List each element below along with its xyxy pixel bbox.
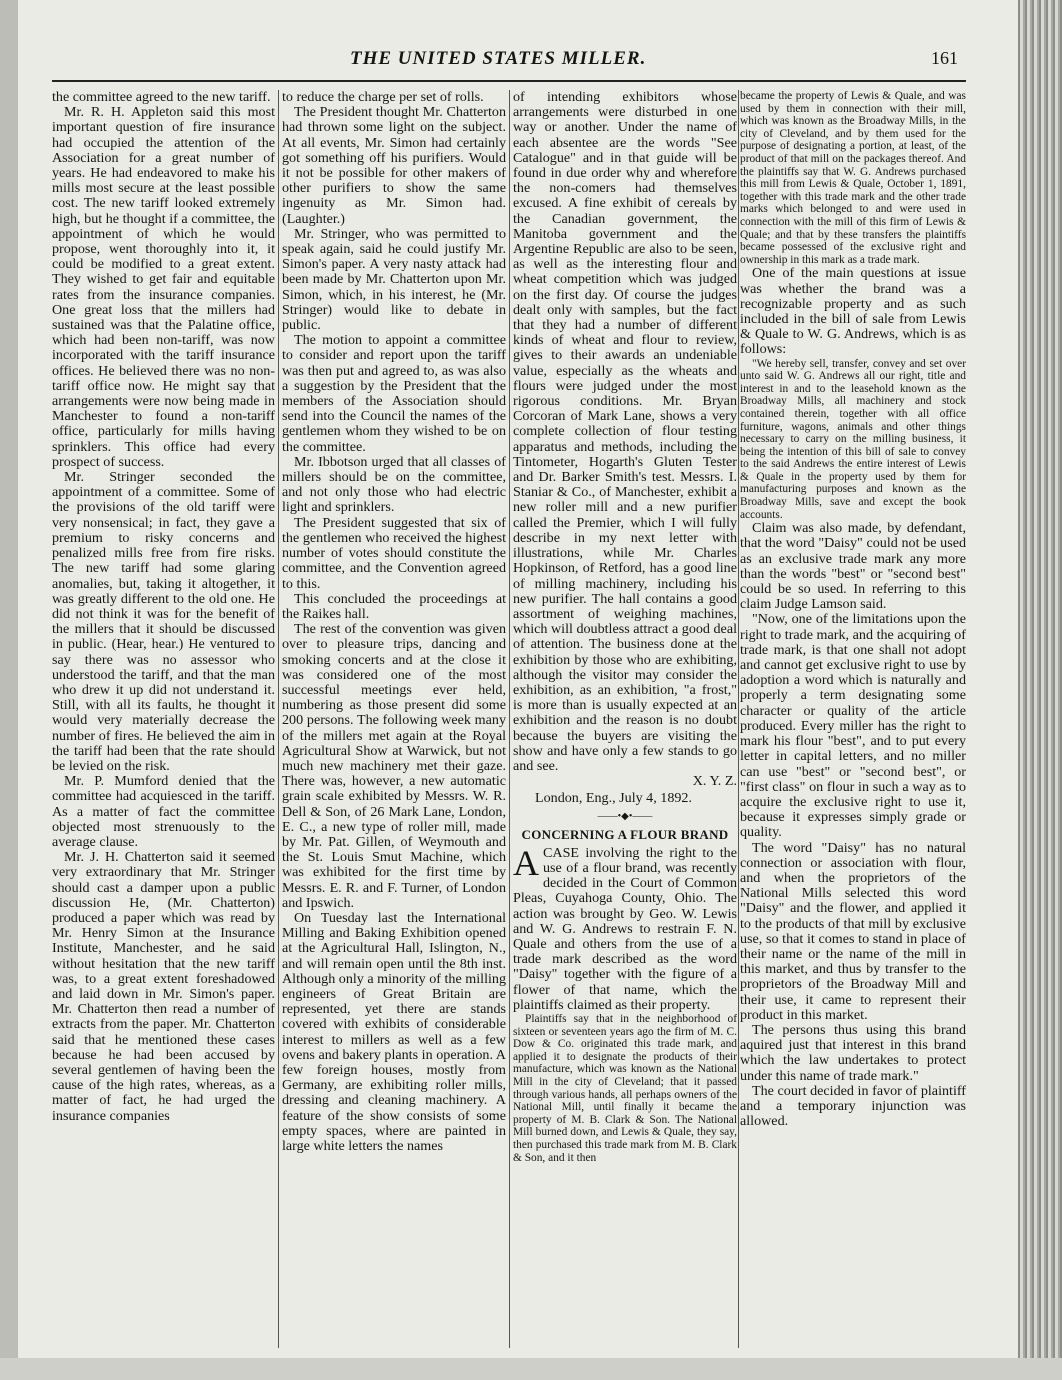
page-left-edge bbox=[0, 0, 18, 1380]
page-number: 161 bbox=[931, 48, 958, 68]
article-headline: CONCERNING A FLOUR BRAND bbox=[521, 826, 729, 842]
paragraph: The word "Daisy" has no natural connection or association with flour, and when the proprietors of the National Mills selected this word "Daisy" and the flower, and applied it to the products of that mill by exclusive use, so that it comes to stand in place of their name or the name of the mill in this market, and thus by transfer to the proprietors of the Broadway Mill and their use, it came to represent their product in this market. bbox=[740, 839, 966, 1023]
paragraph: The court decided in favor of plaintiff and a temporary injunction was allowed. bbox=[740, 1082, 966, 1130]
paragraph: "Now, one of the limitations upon the right to trade mark, and the acquiring of trade mark, is that one shall not adopt and cannot get exclusive right to use by adoption a word which is naturally and properly a term designating some character or quality of the article produced. Every miller has the right to mark his flour "best", and to put every letter in capital letters, and no miller can use "best" or "second best", or "first class" on flour in such a way as to acquire the exclusive right to use it, because it expresses simply grade or quality. bbox=[740, 611, 966, 841]
paragraph: Mr. J. H. Chatterton said it seemed very extraordinary that Mr. Stringer should cast a damper upon a public discussion He, (Mr. Chatterton) produced a paper which was read by Mr. Henry Simon at the Insurance Institute, Manchester, and he said without hesitation that the new tariff was, to a great extent foreshadowed and laid down in Mr. Simon's paper. Mr. Chatterton then read a number of extracts from the paper. Mr. Chatterton said that he mentioned these cases because he had been accused by several gentlemen of having been the cause of the high rates, whereas, as a matter of fact, he had urged the insurance companies bbox=[52, 849, 275, 1124]
header-rule bbox=[52, 80, 966, 82]
paragraph: The President thought Mr. Chatterton had thrown some light on the subject. At all events, Mr. Simon had certainly got something off his purifiers. Would it not be possible for other makers of other purifiers to show the same ingenuity as Mr. Simon had. (Laughter.) bbox=[282, 104, 506, 227]
paragraph: The rest of the convention was given over to pleasure trips, dancing and smoking concerts and at the close it was considered one of the most successful meetings ever held, numbering as those present did some 200 persons. The following week many of the millers met again at the Royal Agricultural Show at Warwick, but not much new machinery met their gaze. There was, however, a new automatic grain scale exhibited by Messrs. W. R. Dell & Son, of 26 Mark Lane, London, E. C., a new type of roller mill, made by Mr. Pat. Gillen, of Weymouth and the St. Louis Smut Machine, which was exhibited for the first time by Messrs. E. R. and F. Turner, of London and Ipswich. bbox=[282, 621, 506, 911]
page-right-edge bbox=[1018, 0, 1062, 1380]
paragraph: Mr. Ibbotson urged that all classes of millers should be on the committee, and not only those who had electric light and sprinklers. bbox=[282, 453, 506, 516]
paragraph: The motion to appoint a committee to consider and report upon the tariff was then put and agreed to, as was also a suggestion by the President that the members of the Association should send into the Council the names of the gentlemen whom they wished to be on the committee. bbox=[282, 332, 506, 455]
paragraph: to reduce the charge per set of rolls. bbox=[282, 90, 484, 105]
quoted-petition: Plaintiffs say that in the neighborhood of sixteen or seventeen years ago the firm of M. C. Dow & Co. originated this trade mark, and applied it to designate the products of their manufacture, which was known as the National Mill in the city of Cleveland; that it passed through various hands, all perhaps owners of the National Mill, until finally it became the property of M. B. Clark & Son. The National Mill burned down, and Lewis & Quale, they say, then purchased this trade mark from M. B. Clark & Son, and it then bbox=[513, 1012, 737, 1164]
paragraph: One of the main questions at issue was whether the brand was a recognizable property and as such included in the bill of sale from Lewis & Quale to W. G. Andrews, which is as follows: bbox=[740, 265, 966, 358]
drop-cap: A bbox=[513, 842, 539, 883]
column-divider bbox=[278, 90, 279, 1348]
paragraph: Mr. P. Mumford denied that the committee had acquiesced in the tariff. As a matter of fact the committee objected most strenuously to the average clause. bbox=[52, 773, 275, 850]
section-ornament: ——•◆•—— bbox=[597, 810, 653, 822]
paragraph: Mr. R. H. Appleton said this most important question of fire insurance had occupied the attention of the Association for a great number of years. He had endeavored to make his mills most secure at the least possible cost. The new tariff looked extremely high, but he thought if a committee, the appointment of which he would propose, went thoroughly into it, it could be modified to a great extent. They wished to get fair and equitable rates from the insurance companies. One great loss that the millers had sustained was that the Palatine office, which had been non-tariff, was now incorporated with the tariff insurance offices. He believed there was no non-tariff office now. He might say that arrangements were now being made in Manchester to found a non-tariff office, particularly for mills having sprinklers. This office had every prospect of success. bbox=[52, 104, 275, 470]
paragraph: On Tuesday last the International Milling and Baking Exhibition opened at the Agricultural Hall, Islington, N., and will remain open until the 8th inst. Although only a minority of the milling engineers of Great Britain are represented, yet there are stands covered with exhibits of considerable interest to millers as well as a few ovens and bakery plants in operation. A few foreign houses, mostly from Germany, are exhibiting roller mills, dressing and cleaning machinery. A feature of the show consists of some empty spaces, where are painted in large white letters the names bbox=[282, 909, 506, 1155]
running-title: THE UNITED STATES MILLER. bbox=[350, 48, 647, 69]
paragraph: Mr. Stringer seconded the appointment of a committee. Some of the provisions of the old tariff were very nonsensical; in fact, they gave a premium to risky concerns and penalized mills free from fire risks. The new tariff had some glaring anomalies, but, taking it altogether, it was greatly different to the old one. He did not think it was for the benefit of the millers that it should be discussed in public. (Hear, hear.) He ventured to say there was no assessor who understood the tariff, and that the man who drew it up did not understand it. Still, with all its faults, he thought it would very materially decrease the number of fires. He believed the aim in the tariff had been that the rate should be levied on the risk. bbox=[52, 469, 275, 774]
article-opening bbox=[513, 842, 737, 1013]
column-divider bbox=[509, 90, 510, 1348]
quoted-bill-of-sale: "We hereby sell, transfer, convey and set over unto said W. G. Andrews all our right, title and interest in and to the leasehold known as the Broadway Mills, all machinery and stock contained therein, together with all office furniture, wagons, animals and other things necessary to carry on the milling business, it being the intention of this bill of sale to convey to the said Andrews the entire interest of Lewis & Quale in the property used by them for manufacturing purposes and known as the Broadway Mills, save and except the book accounts. bbox=[740, 357, 966, 521]
column-3 bbox=[513, 90, 737, 1348]
column-1 bbox=[52, 90, 275, 1348]
dateline: London, Eng., July 4, 1892. bbox=[535, 790, 692, 807]
quoted-petition-continued: became the property of Lewis & Quale, and was used by them in connection with their mill, which was known as the Broadway Mills, in the city of Cleveland, and by them used for the purpose of designating a portion, at least, of the product of that mill on the packages thereof. And the plaintiffs say that W. G. Andrews purchased this mill from Lewis & Quale, October 1, 1891, together with this trade mark and the other trade marks which belonged to and were used in connection with the mill of this firm of Lewis & Quale; and that by these transfers the plaintiffs became possessed of the exclusive right and ownership in this mark as a trade mark. bbox=[740, 90, 966, 266]
page-bottom-edge bbox=[0, 1358, 1062, 1380]
paragraph: The persons thus using this brand aquired just that interest in this brand which the law undertakes to protect under this name of trade mark." bbox=[740, 1021, 966, 1084]
column-4 bbox=[740, 90, 966, 1348]
page-header bbox=[52, 48, 966, 74]
opening-text: CASE involving the right to the use of a flour brand, was recently decided in the Court of Common Pleas, Cuyahoga County, Ohio. The action was brought by Geo. W. Lewis and W. G. Andrews to restrain F. N. Quale and others from the use of a trade mark described as the word "Daisy" together with the figure of a flower of that name, which the plaintiffs claimed as their property. bbox=[513, 844, 737, 1013]
paragraph: The President suggested that six of the gentlemen who received the highest number of votes should constitute the committee, and the Convention agreed to this. bbox=[282, 514, 506, 592]
column-2 bbox=[282, 90, 506, 1348]
paragraph: This concluded the proceedings at the Raikes hall. bbox=[282, 590, 506, 622]
author-signature: X. Y. Z. bbox=[692, 773, 737, 790]
column-divider bbox=[738, 90, 739, 1348]
paragraph: Mr. Stringer, who was permitted to speak again, said he could justify Mr. Simon's paper. A very nasty attack had been made by Mr. Chatterton upon Mr. Simon, which, in his interest, he (Mr. Stringer) would like to debate in public. bbox=[282, 225, 506, 334]
paragraph: of intending exhibitors whose arrangements were disturbed in one way or another. Under the name of each absentee are the words "See Catalogue" and in that guide will be found in due order why and wherefore the non-comers had themselves excused. A fine exhibit of cereals by the Canadian government, the Manitoba government and the Argentine Republic are also to be seen, as well as the interesting flour and wheat competition which was judged on the first day. Of course the judges dealt only with samples, but the fact that they had a number of different kinds of wheat and flour to review, gives to their awards an undeniable value, especially as the wheats and flours were judged under the most rigorous conditions. Mr. Bryan Corcoran of Mark Lane, shows a very complete collection of flour testing apparatus and methods, including the Tintometer, Hogarth's Gluten Tester and Dr. Barker Smith's test. Messrs. I. Staniar & Co., of Manchester, exhibit a new roller mill and a new purifier called the Premier, which I will fully describe in my next letter with illustrations, while Mr. Charles Hopkinson, of Retford, has a good line of milling machinery, including his new purifier. The hall contains a good assortment of weighing machines, which will doubtless attract a good deal of attention. The business done at the exhibition by those who are exhibiting, although the visitor may consider the exhibition, as an exhibition, "a frost," is more than is usually expected at an exhibition and the reason is no doubt because the buyers are visiting the show and have only a few stands to go and see. bbox=[513, 90, 737, 774]
paragraph: Claim was also made, by defendant, that the word "Daisy" could not be used as an exclusive trade mark any more than the words "best" or "second best" could be so used. In referring to this claim Judge Lamson said. bbox=[740, 520, 966, 613]
paragraph: the committee agreed to the new tariff. bbox=[52, 90, 271, 105]
